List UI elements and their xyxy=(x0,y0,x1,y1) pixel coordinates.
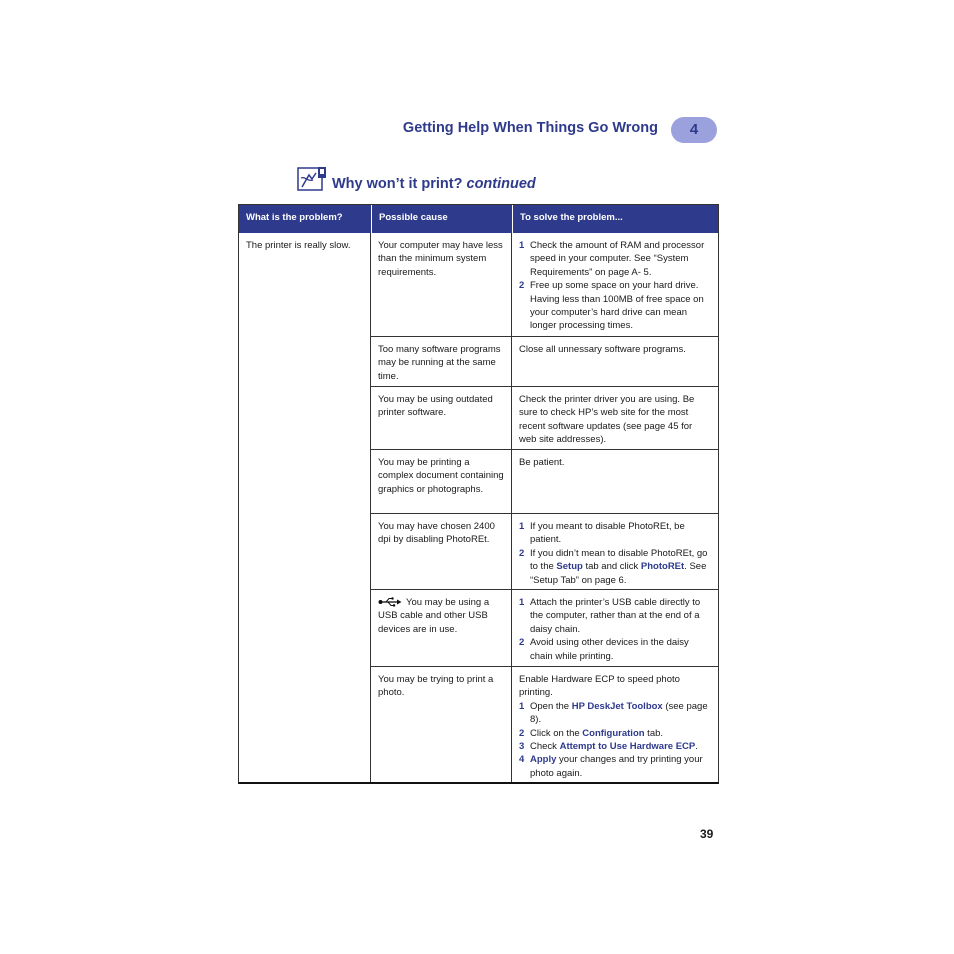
step-number: 3 xyxy=(519,741,525,753)
step-number: 2 xyxy=(519,280,525,292)
photoret-link: PhotoREt xyxy=(640,561,685,573)
chapter-number-badge: 4 xyxy=(671,117,717,143)
solution-step xyxy=(519,700,711,727)
cause-cell xyxy=(371,590,512,666)
solution-cell xyxy=(512,590,718,666)
step-number: 1 xyxy=(519,597,525,608)
step-number: 2 xyxy=(519,637,525,649)
step-number: 2 xyxy=(519,547,525,559)
header-solution: To solve the problem... xyxy=(512,205,718,233)
step-text: Avoid using other devices in the daisy chain while printing. xyxy=(530,637,689,662)
table-row xyxy=(371,233,718,337)
step-text: If you meant to disable PhotoREt, be patient. xyxy=(530,521,685,546)
configuration-tab-link: Configuration xyxy=(582,727,645,739)
cause-cell: You may be using outdated printer software. xyxy=(371,387,512,449)
setup-tab-link: Setup xyxy=(556,561,583,573)
toolbox-link: HP DeskJet Toolbox xyxy=(571,700,663,712)
cause-cell: You may have chosen 2400 dpi by disabling PhotoREt. xyxy=(371,514,512,589)
apply-button-ref: Apply xyxy=(530,754,557,766)
step-text-b: tab and click xyxy=(582,561,641,573)
step-text-b: your changes and try printing your photo again. xyxy=(530,754,703,779)
table-header xyxy=(239,205,718,233)
cause-cell: Too many software programs may be running at the same time. xyxy=(371,337,512,386)
step-number: 1 xyxy=(519,240,525,251)
table-row xyxy=(371,514,718,590)
chapter-title: Getting Help When Things Go Wrong xyxy=(402,120,658,136)
cause-cell: You may be trying to print a photo. xyxy=(371,667,512,782)
step-number: 2 xyxy=(519,727,525,739)
step-text-b: (see page 8). xyxy=(530,700,708,726)
solution-cell: Check the printer driver you are using. Be sure to check HP’s web site for the most recent software updates (see page 45 for web site addresses). xyxy=(519,394,695,446)
table-row xyxy=(371,450,718,514)
cause-rows xyxy=(371,233,718,782)
step-text-c: . See “Setup Tab” on page 6. xyxy=(530,561,707,586)
solution-step xyxy=(519,279,711,333)
troubleshooting-table xyxy=(238,204,719,784)
header-problem: What is the problem? xyxy=(246,212,343,223)
step-text: Check the amount of RAM and processor speed in your computer. See “System Requirements” on page A- 5. xyxy=(530,240,705,278)
solution-step xyxy=(519,547,711,587)
solution-cell xyxy=(512,514,718,589)
table-body xyxy=(239,233,718,782)
solution-cell: Be patient. xyxy=(519,457,565,468)
step-text xyxy=(530,727,663,740)
step-text-b: . xyxy=(695,741,698,753)
table-row xyxy=(371,667,718,782)
cause-text: You may be using a USB cable and other USB devices are in use. xyxy=(378,597,490,635)
cause-cell: You may be printing a complex document containing graphics or photographs. xyxy=(371,450,512,513)
step-text-a: Click on the xyxy=(530,727,583,739)
solution-step xyxy=(519,740,711,753)
step-number: 1 xyxy=(519,521,525,532)
step-number: 1 xyxy=(519,700,525,712)
step-text xyxy=(530,547,711,587)
cause-cell: Your computer may have less than the minimum system requirements. xyxy=(371,233,512,336)
solution-cell: Close all unnessary software programs. xyxy=(519,344,686,355)
table-row xyxy=(371,387,718,450)
solution-cell xyxy=(512,667,718,782)
section-title xyxy=(332,176,536,192)
section-title-continued: continued xyxy=(466,176,536,192)
section-title-text: Why won’t it print? xyxy=(332,176,463,192)
solution-step xyxy=(519,727,711,740)
step-text xyxy=(530,740,698,753)
solution-step xyxy=(519,520,711,547)
table-row xyxy=(371,590,718,667)
solution-cell xyxy=(512,233,718,336)
header-cause: Possible cause xyxy=(371,205,512,233)
solution-step xyxy=(519,596,711,636)
solution-step xyxy=(519,636,711,663)
step-text-a: Check xyxy=(530,741,560,753)
solution-intro: Enable Hardware ECP to speed photo printing. xyxy=(519,674,680,699)
step-text xyxy=(530,753,711,780)
step-text-a: Open the xyxy=(530,700,572,712)
step-text-a: If you didn’t mean to disable PhotoREt, go to the xyxy=(530,547,708,573)
table-row xyxy=(371,337,718,387)
step-text: Attach the printer’s USB cable directly to the computer, rather than at the end of a daisy chain. xyxy=(530,597,701,635)
step-text xyxy=(530,700,711,727)
step-text: Free up some space on your hard drive. Having less than 100MB of free space on your computer’s hard drive can mean longer processing times. xyxy=(530,280,704,332)
problem-cell: The printer is really slow. xyxy=(239,233,371,782)
hardware-ecp-option: Attempt to Use Hardware ECP xyxy=(559,741,696,753)
solution-step xyxy=(519,753,711,780)
solution-step xyxy=(519,239,711,279)
step-number: 4 xyxy=(519,754,525,766)
step-text-b: tab. xyxy=(644,727,664,739)
page-number: 39 xyxy=(700,827,714,841)
printer-troubleshoot-icon xyxy=(297,166,327,192)
usb-icon xyxy=(378,597,402,607)
